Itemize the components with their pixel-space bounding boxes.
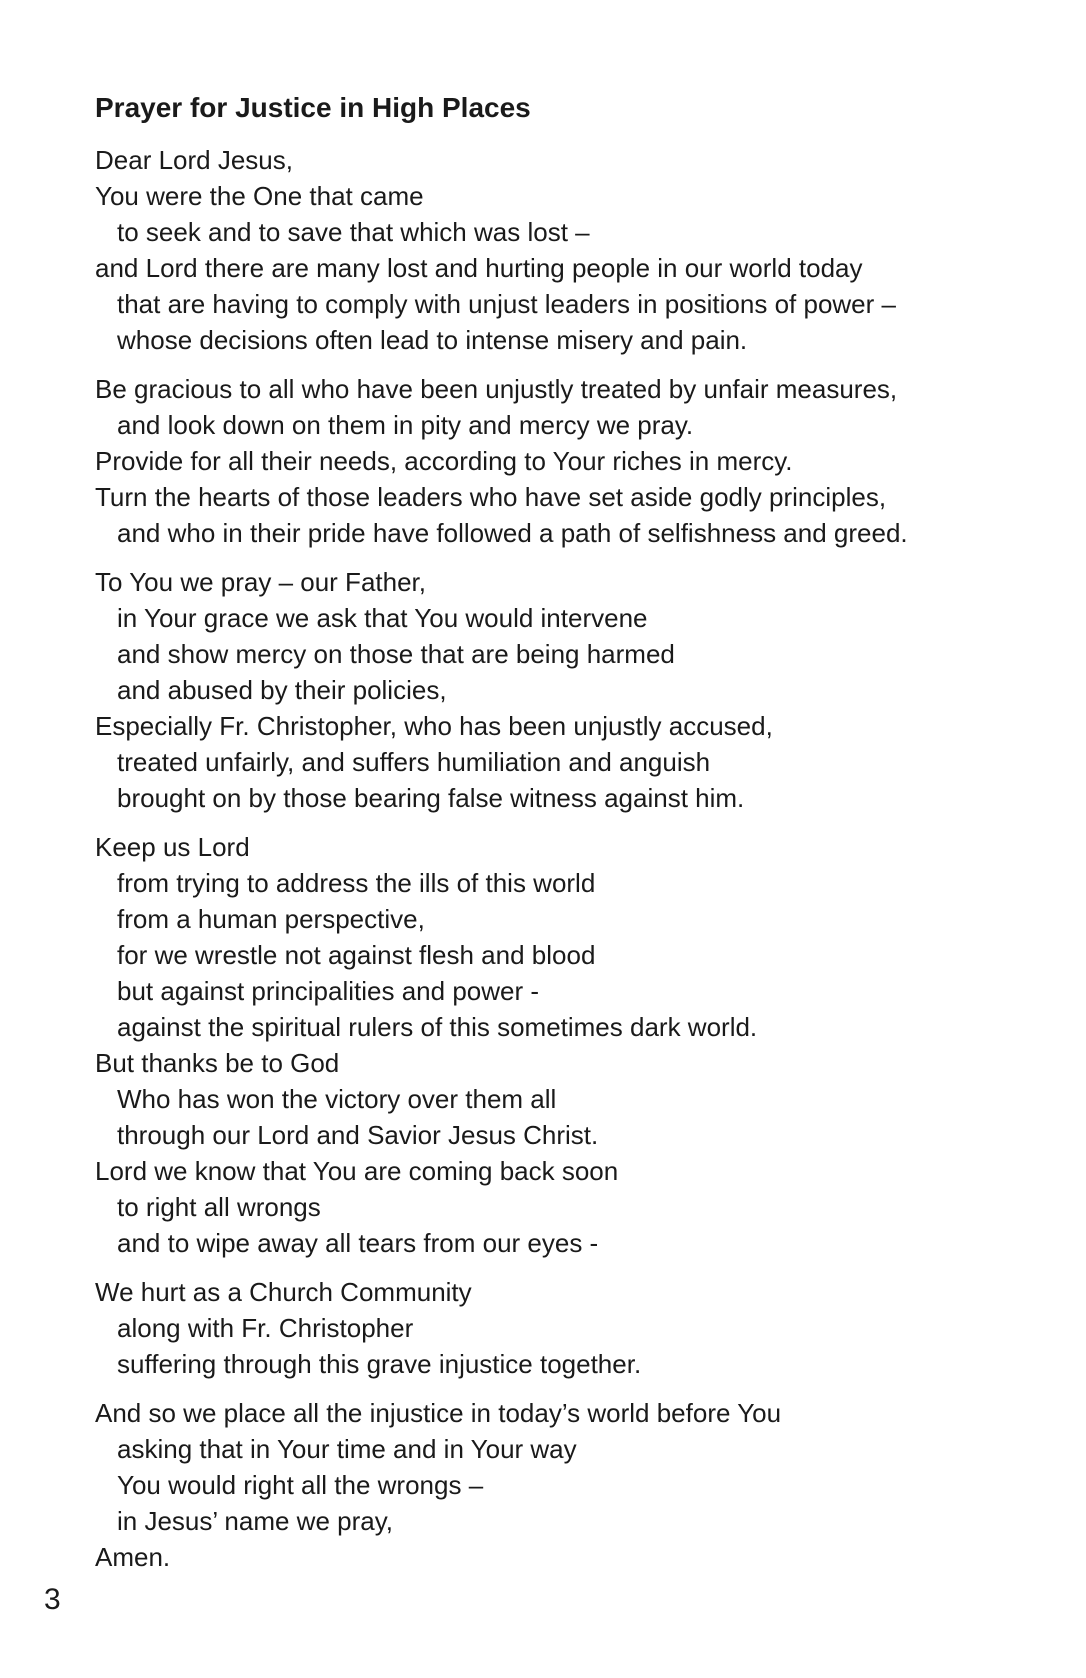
prayer-body bbox=[95, 142, 1075, 1588]
prayer-line-indented: along with Fr. Christopher bbox=[117, 1313, 414, 1343]
prayer-line-indented: and who in their pride have followed a path of selfishness and greed. bbox=[117, 518, 908, 548]
prayer-line-indented: You would right all the wrongs – bbox=[117, 1470, 484, 1500]
prayer-line: Lord we know that You are coming back soon bbox=[95, 1156, 619, 1186]
prayer-line-indented: in Jesus’ name we pray, bbox=[117, 1506, 394, 1536]
prayer-line: and Lord there are many lost and hurting people in our world today bbox=[95, 253, 863, 283]
prayer-line-indented: to right all wrongs bbox=[117, 1192, 321, 1222]
prayer-line-indented: through our Lord and Savior Jesus Christ. bbox=[117, 1120, 599, 1150]
prayer-line-indented: from trying to address the ills of this world bbox=[117, 868, 596, 898]
prayer-line-indented: brought on by those bearing false witness against him. bbox=[117, 783, 745, 813]
prayer-line: Dear Lord Jesus, bbox=[95, 145, 293, 175]
prayer-line-indented: in Your grace we ask that You would intervene bbox=[117, 603, 648, 633]
stanza bbox=[95, 142, 1075, 358]
prayer-line-indented: and abused by their policies, bbox=[117, 675, 447, 705]
prayer-line: To You we pray – our Father, bbox=[95, 567, 426, 597]
page-title: Prayer for Justice in High Places bbox=[95, 92, 531, 123]
prayer-line: We hurt as a Church Community bbox=[95, 1277, 472, 1307]
stanza bbox=[95, 564, 1075, 816]
prayer-line-indented: and to wipe away all tears from our eyes - bbox=[117, 1228, 599, 1258]
prayer-line-indented: and show mercy on those that are being harmed bbox=[117, 639, 675, 669]
prayer-line: And so we place all the injustice in today’s world before You bbox=[95, 1398, 782, 1428]
stanza bbox=[95, 829, 1075, 1261]
prayer-line-indented: for we wrestle not against flesh and blood bbox=[117, 940, 596, 970]
prayer-line-indented: asking that in Your time and in Your way bbox=[117, 1434, 577, 1464]
prayer-line: Especially Fr. Christopher, who has been unjustly accused, bbox=[95, 711, 773, 741]
prayer-line-indented: Who has won the victory over them all bbox=[117, 1084, 557, 1114]
prayer-line-indented: and look down on them in pity and mercy we pray. bbox=[117, 410, 694, 440]
prayer-line-indented: suffering through this grave injustice together. bbox=[117, 1349, 642, 1379]
stanza bbox=[95, 1395, 1075, 1575]
prayer-line: Provide for all their needs, according to Your riches in mercy. bbox=[95, 446, 793, 476]
prayer-line-indented: treated unfairly, and suffers humiliation and anguish bbox=[117, 747, 711, 777]
prayer-line-indented: to seek and to save that which was lost – bbox=[117, 217, 590, 247]
prayer-line: Amen. bbox=[95, 1542, 171, 1572]
prayer-line: Turn the hearts of those leaders who have set aside godly principles, bbox=[95, 482, 887, 512]
prayer-line: Be gracious to all who have been unjustly treated by unfair measures, bbox=[95, 374, 898, 404]
page-number: 3 bbox=[44, 1583, 61, 1616]
prayer-line-indented: but against principalities and power - bbox=[117, 976, 540, 1006]
prayer-line: But thanks be to God bbox=[95, 1048, 340, 1078]
stanza bbox=[95, 1274, 1075, 1382]
stanza bbox=[95, 371, 1075, 551]
prayer-line: You were the One that came bbox=[95, 181, 424, 211]
prayer-line: Keep us Lord bbox=[95, 832, 250, 862]
prayer-line-indented: from a human perspective, bbox=[117, 904, 425, 934]
prayer-line-indented: that are having to comply with unjust leaders in positions of power – bbox=[117, 289, 896, 319]
prayer-line-indented: against the spiritual rulers of this sometimes dark world. bbox=[117, 1012, 758, 1042]
prayer-line-indented: whose decisions often lead to intense misery and pain. bbox=[117, 325, 748, 355]
